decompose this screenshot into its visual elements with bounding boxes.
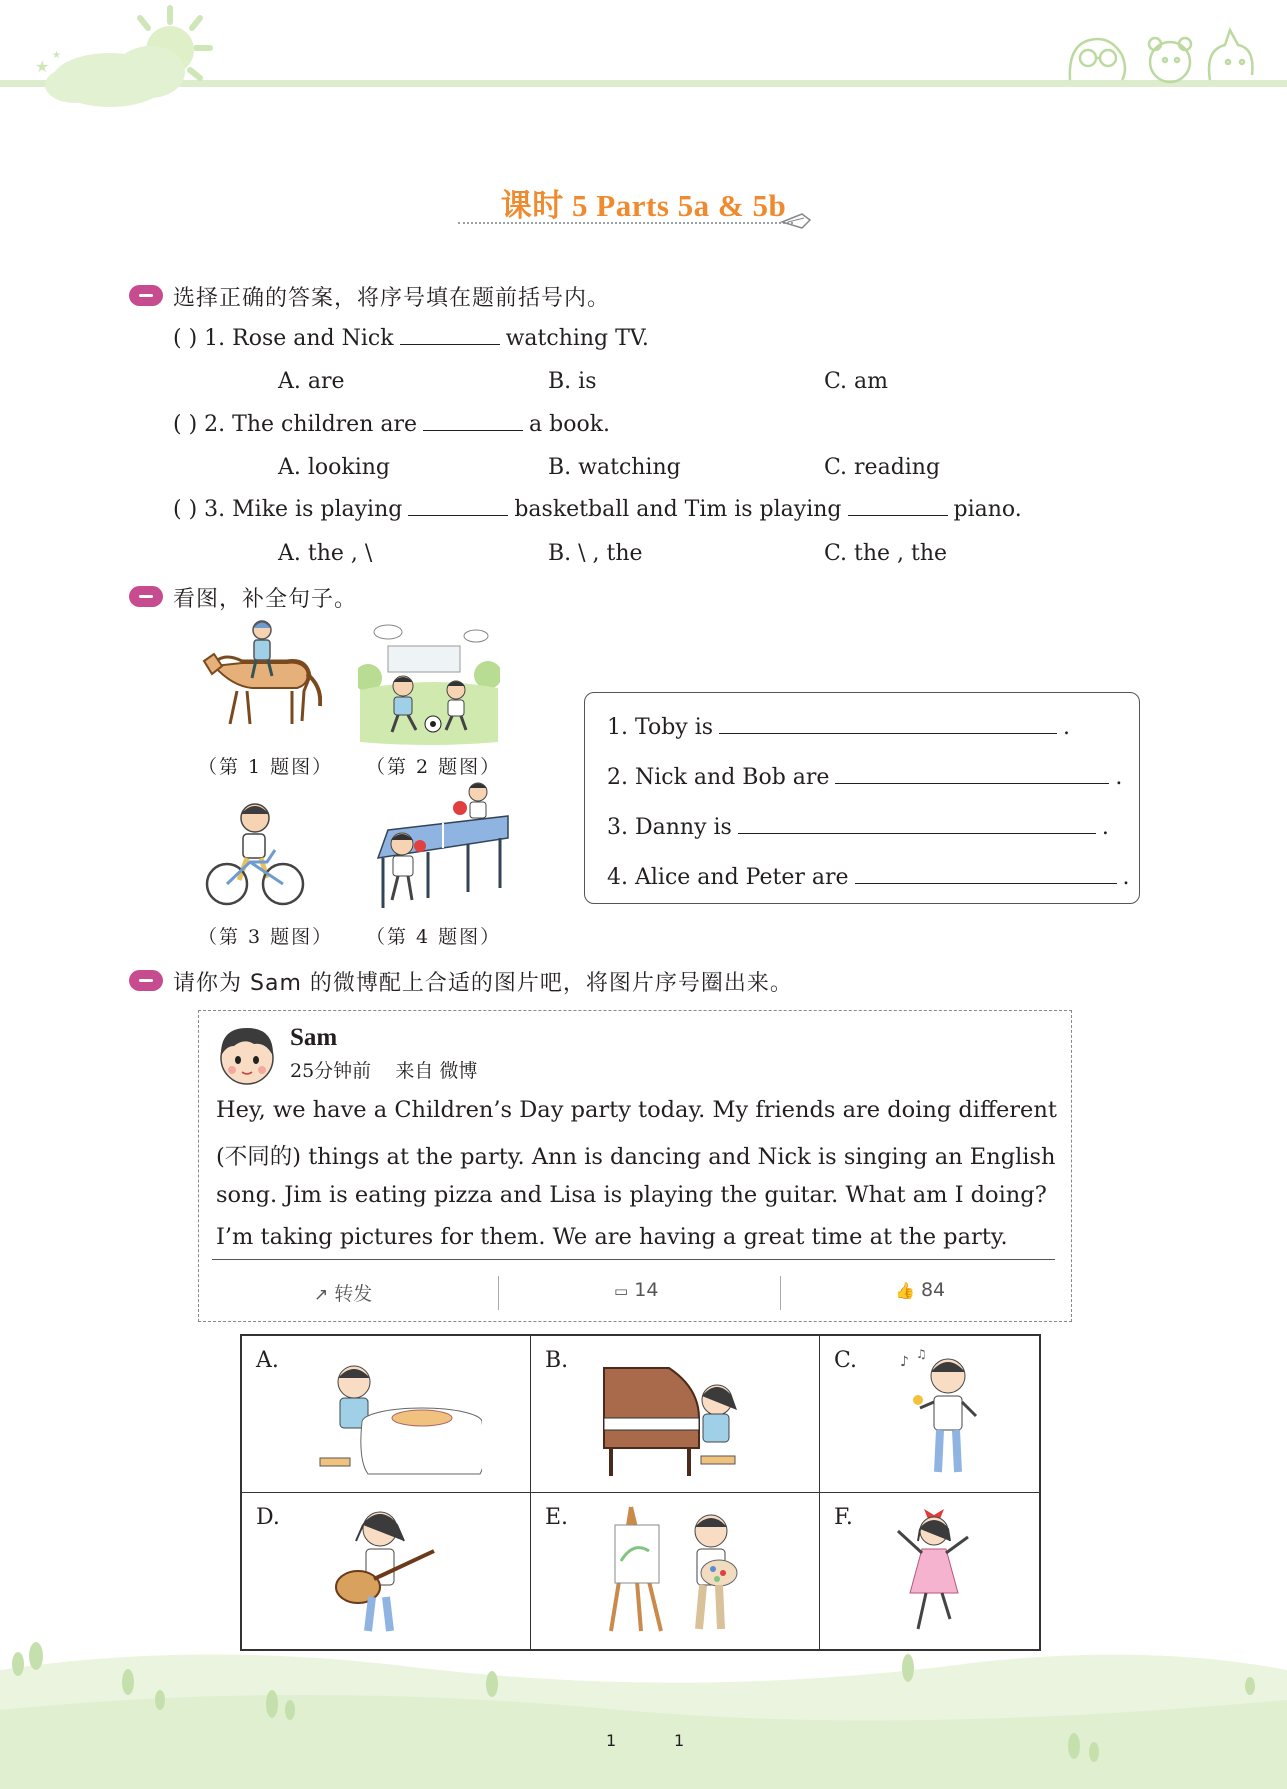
svg-text:★: ★ <box>35 57 50 76</box>
singing-illustration <box>890 1346 1000 1486</box>
picture-option-f[interactable]: F. <box>820 1493 1039 1649</box>
svg-text:♫: ♫ <box>916 1347 927 1361</box>
footer-hills-decoration <box>0 1640 1287 1789</box>
question-2-option-a: A. looking <box>278 455 391 480</box>
answer-paren[interactable]: ( ) <box>173 412 198 437</box>
caption-3: （第 3 题图） <box>198 926 334 948</box>
svg-text:★: ★ <box>52 50 61 61</box>
caption-2: （第 2 题图） <box>366 756 502 778</box>
post-meta <box>290 1056 477 1083</box>
blank <box>408 501 508 516</box>
section-2-badge <box>129 586 163 607</box>
repost-button[interactable]: ↗ 转发 <box>314 1283 373 1305</box>
dancing-illustration <box>888 1501 978 1641</box>
post-source: 来自 微博 <box>395 1060 478 1082</box>
question-3: ( ) 3. Mike is playing basketball and Tim is playing piano. <box>173 497 1022 522</box>
sentence-1: 1. Toby is . <box>607 715 1071 740</box>
answer-box <box>584 692 1140 904</box>
sentence-2: 2. Nick and Bob are . <box>607 765 1123 790</box>
lesson-title: 课时 5 Parts 5a & 5b <box>500 188 787 223</box>
pencil-icon <box>780 210 814 234</box>
answer-blank[interactable] <box>719 719 1057 734</box>
avatar <box>214 1020 280 1090</box>
question-2-option-b: B. watching <box>548 455 681 480</box>
sentence-4: 4. Alice and Peter are . <box>607 865 1130 890</box>
sentence-3: 3. Danny is . <box>607 815 1109 840</box>
eating-pizza-illustration <box>302 1350 482 1485</box>
answer-paren[interactable]: ( ) <box>173 326 198 351</box>
picture-option-b[interactable]: B. <box>531 1336 820 1493</box>
picture-grid <box>240 1334 1041 1651</box>
sun-cloud-decoration <box>0 0 230 115</box>
thumbs-up-icon: 👍 <box>895 1281 915 1300</box>
painting-illustration <box>601 1501 751 1641</box>
repost-icon: ↗ <box>314 1285 329 1305</box>
answer-blank[interactable] <box>738 819 1096 834</box>
section-3-instruction: 请你为 Sam 的微博配上合适的图片吧，将图片序号圈出来。 <box>173 971 793 996</box>
section-2-instruction: 看图，补全句子。 <box>173 587 358 612</box>
title-underline <box>458 222 793 224</box>
action-divider <box>780 1276 781 1310</box>
picture-option-d[interactable]: D. <box>242 1493 531 1649</box>
answer-blank[interactable] <box>855 869 1117 884</box>
picture-option-a[interactable]: A. <box>242 1336 531 1493</box>
svg-text:♪: ♪ <box>900 1354 909 1370</box>
post-line-2: (不同的) things at the party. Ann is dancing and Nick is singing an English <box>216 1144 1056 1170</box>
football-picture <box>358 620 500 745</box>
question-1-option-c: C. am <box>824 369 889 394</box>
caption-4: （第 4 题图） <box>366 926 502 948</box>
action-divider <box>498 1276 499 1310</box>
post-time: 25分钟前 <box>290 1060 372 1082</box>
playing-guitar-illustration <box>322 1501 452 1641</box>
comment-button[interactable]: ▭ 14 <box>614 1279 659 1301</box>
question-2: ( ) 2. The children are a book. <box>173 412 611 437</box>
blank <box>848 501 948 516</box>
caption-1: （第 1 题图） <box>198 756 334 778</box>
question-1: ( ) 1. Rose and Nick watching TV. <box>173 326 649 351</box>
question-2-option-c: C. reading <box>824 455 941 480</box>
question-1-option-a: A. are <box>278 369 345 394</box>
answer-paren[interactable]: ( ) <box>173 497 198 522</box>
answer-blank[interactable] <box>835 769 1109 784</box>
question-3-option-a: A. the , \ <box>278 541 373 566</box>
section-1-instruction: 选择正确的答案，将序号填在题前括号内。 <box>173 286 611 311</box>
picture-option-c[interactable]: C. ♪ ♫ <box>820 1336 1039 1493</box>
picture-option-e[interactable]: E. <box>531 1493 820 1649</box>
like-button[interactable]: 👍 84 <box>895 1279 946 1301</box>
post-line-1: Hey, we have a Children’s Day party today. My friends are doing different <box>216 1097 1057 1123</box>
horse-riding-picture <box>192 616 322 741</box>
ping-pong-picture <box>368 780 516 915</box>
section-1-badge <box>129 285 163 306</box>
cycling-picture <box>205 800 305 910</box>
question-1-option-b: B. is <box>548 369 597 394</box>
post-line-4: I’m taking pictures for them. We are having a great time at the party. <box>216 1224 1008 1250</box>
post-line-3: song. Jim is eating pizza and Lisa is playing the guitar. What am I doing? <box>216 1182 1047 1208</box>
section-3-badge <box>129 970 163 991</box>
comment-icon: ▭ <box>614 1282 629 1300</box>
page-number-right: 1 <box>674 1731 685 1750</box>
question-3-option-c: C. the , the <box>824 541 948 566</box>
page-number-left: 1 <box>606 1731 617 1750</box>
blank <box>423 416 523 431</box>
post-author: Sam <box>290 1024 338 1051</box>
question-3-option-b: B. \ , the <box>548 541 643 566</box>
card-divider <box>212 1259 1055 1260</box>
blank <box>400 330 500 345</box>
playing-piano-illustration <box>599 1348 759 1483</box>
animal-faces-decoration <box>1060 20 1260 85</box>
